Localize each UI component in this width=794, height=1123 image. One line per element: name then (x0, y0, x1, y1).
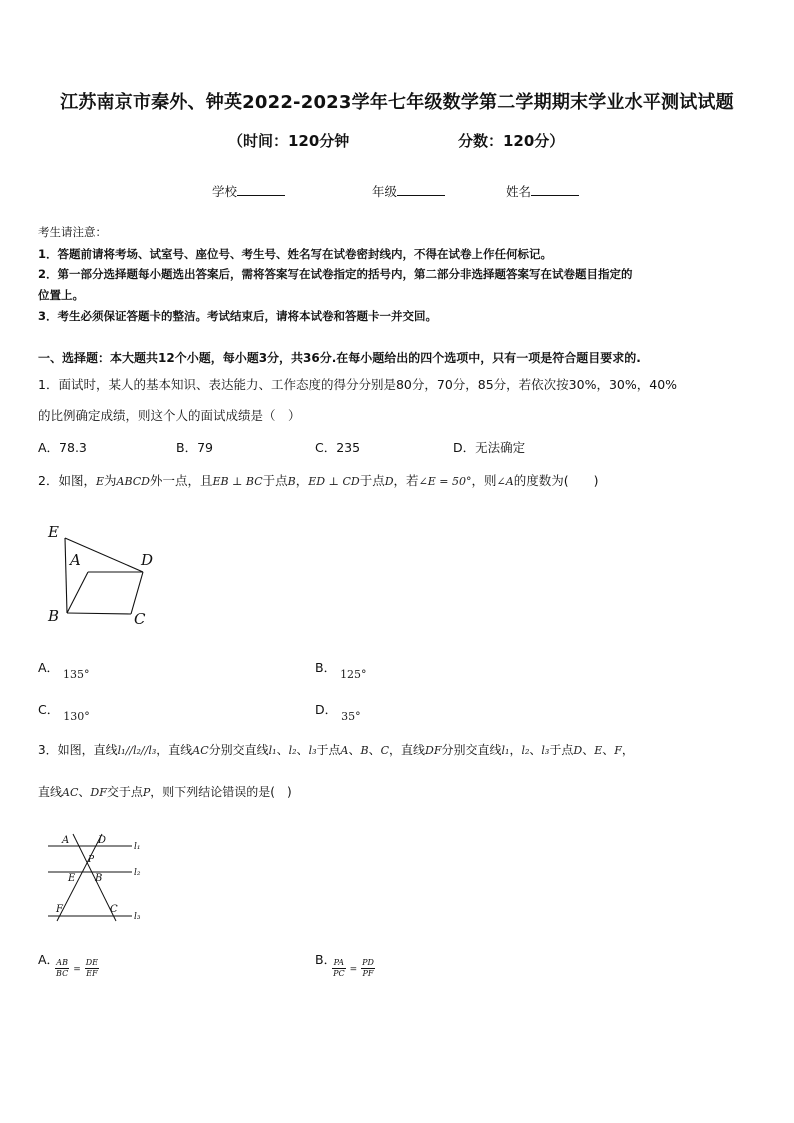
q3-option-b[interactable] (315, 950, 383, 978)
q3-label-c: C (110, 904, 118, 915)
q2-option-b-letter: B． (315, 660, 337, 675)
q3-l1-t6: 、 (276, 743, 289, 757)
q3-option-a-equals: = (73, 965, 81, 975)
q2-figure (40, 515, 170, 630)
q3-l1-t4: 分别交直线 (208, 743, 269, 757)
q2-t13: ∠E = 50° (418, 475, 472, 488)
q3-b-num1: PA (333, 958, 345, 967)
q3-l1-t20: ， (509, 743, 522, 757)
q3-l1-t11: A (340, 744, 349, 757)
q3-label-a: A (62, 835, 70, 846)
q2-edge-eb (65, 538, 67, 613)
q3-label-e: E (68, 873, 76, 884)
notice-item-3: 3．考生必须保证答题卡的整洁。考试结束后，请将本试卷和答题卡一并交回。 (38, 309, 437, 323)
q2-t14: ，则 (471, 473, 497, 488)
page-title: 江苏南京市秦外、钟英2022-2023学年七年级数学第二学期期末学业水平测试试题 (60, 92, 734, 113)
q2-label-a: A (70, 551, 81, 569)
q3-label-l3: l₃ (134, 912, 141, 922)
q3-a-num1: AB (56, 958, 68, 967)
q3-l2-t0: 直线 (38, 785, 63, 799)
q2-edge-ba (67, 572, 88, 613)
q1-text-line2: 的比例确定成绩，则这个人的面试成绩是（ ） (38, 408, 301, 423)
q2-t3: ABCD (116, 475, 150, 488)
q3-option-a-frac2 (85, 958, 99, 979)
q3-l1-t29: F (614, 744, 622, 757)
q3-option-b-letter: B． (315, 952, 337, 967)
section-heading: 一、选择题：本大题共12个小题，每小题3分，共36分.在每小题给出的四个选项中，只有一项是符合题目要求的. (38, 351, 641, 365)
q2-text (38, 471, 598, 489)
q3-option-b-frac2 (361, 958, 375, 979)
q3-label-l2: l₂ (134, 868, 141, 878)
q3-l1-t25: D (573, 744, 583, 757)
q3-l1-t16: ，直线 (389, 743, 426, 757)
q3-b-den2: PF (362, 969, 374, 978)
q1-option-c[interactable]: C．235 (315, 440, 361, 455)
q2-option-c-letter: C． (38, 702, 60, 717)
q3-l1-t5: l₁ (268, 744, 277, 757)
q3-a-num2: DE (85, 958, 98, 967)
q2-t16: 的度数为( ) (513, 473, 599, 488)
q3-label-f: F (56, 904, 63, 915)
q2-t2: 为 (103, 473, 117, 488)
q2-t7: B (287, 475, 296, 488)
q3-l1-t17: DF (425, 744, 442, 757)
q3-l1-t7: l₂ (288, 744, 297, 757)
q3-text-line2 (38, 783, 292, 800)
q3-a-den1: BC (56, 969, 69, 978)
q3-l1-t22: 、 (529, 743, 542, 757)
q2-label-b: B (48, 607, 60, 625)
q2-t8: ， (295, 473, 309, 488)
q1-option-a[interactable]: A．78.3 (38, 440, 87, 455)
school-field[interactable] (212, 182, 285, 200)
notice-heading: 考生请注意： (38, 225, 107, 239)
q2-t4: 外一点，且 (149, 473, 213, 488)
q3-l1-t18: 分别交直线 (441, 743, 502, 757)
q3-figure (40, 828, 150, 923)
q3-b-num2: PD (362, 958, 374, 967)
q2-option-a-value: 135° (63, 668, 90, 681)
q3-l2-t2: 、 (78, 785, 91, 799)
q2-t9: ED ⊥ CD (308, 475, 360, 488)
q3-l1-t14: 、 (368, 743, 381, 757)
notice-item-2: 2．第一部分选择题每小题选出答案后，需将答案写在试卷指定的括号内，第二部分非选择题答案写在试卷题目指定的 (38, 267, 633, 281)
q2-option-c-value: 130° (63, 710, 90, 723)
q2-option-b[interactable] (315, 658, 367, 681)
q3-option-a-frac1 (55, 958, 69, 979)
q2-option-a[interactable] (38, 658, 90, 681)
q3-l1-t30: ， (621, 743, 634, 757)
q3-l1-t26: 、 (582, 743, 595, 757)
q3-l1-t8: 、 (296, 743, 309, 757)
school-blank[interactable] (237, 183, 285, 196)
q3-option-b-frac1 (332, 958, 346, 979)
q3-text-line1 (38, 741, 634, 758)
q1-option-b[interactable]: B．79 (176, 440, 213, 455)
q3-l1-t24: 于点 (549, 743, 574, 757)
q2-t11: D (384, 475, 394, 488)
q2-option-d-value: 35° (341, 710, 361, 723)
q3-option-a-letter: A． (38, 952, 60, 967)
school-label: 学校 (212, 184, 238, 199)
q3-l2-t6: ，则下列结论错误的是( ) (150, 785, 292, 799)
q3-l1-t1: l₁//l₂//l₃ (117, 744, 157, 757)
q3-l1-t23: l₃ (541, 744, 550, 757)
q3-l2-t3: DF (90, 786, 107, 799)
q3-l2-t5: P (142, 786, 151, 799)
q3-l1-t27: E (594, 744, 603, 757)
q2-label-e: E (48, 523, 59, 541)
grade-field[interactable] (372, 182, 445, 200)
q2-edge-dc (131, 572, 143, 614)
q3-l1-t2: ，直线 (156, 743, 193, 757)
name-blank[interactable] (531, 183, 579, 196)
q3-label-d: D (98, 835, 107, 846)
q3-label-l1: l₁ (134, 842, 141, 852)
q3-l1-t9: l₃ (308, 744, 317, 757)
q1-text-line1: 1．面试时，某人的基本知识、表达能力、工作态度的得分分别是80分，70分，85分，若依次按30%，30%，40% (38, 377, 678, 392)
q3-l1-t13: B (360, 744, 369, 757)
q3-a-den2: EF (86, 969, 98, 978)
q3-l1-t15: C (380, 744, 390, 757)
q1-option-d[interactable]: D．无法确定 (453, 440, 526, 455)
q3-l1-t12: 、 (348, 743, 361, 757)
q3-label-p: P (88, 855, 95, 865)
notice-item-2-cont: 位置上。 (38, 288, 84, 302)
grade-blank[interactable] (397, 183, 445, 196)
q3-option-b-equals: = (349, 965, 358, 975)
name-label: 姓名 (506, 184, 532, 199)
q3-option-a[interactable] (38, 950, 107, 978)
q2-t1: E (95, 475, 104, 488)
q3-l1-t21: l₂ (521, 744, 530, 757)
q3-l1-t3: AC (192, 744, 209, 757)
q2-t12: ，若 (393, 473, 419, 488)
q2-label-c: C (134, 610, 146, 628)
q3-l1-t10: 于点 (316, 743, 341, 757)
q2-option-a-letter: A． (38, 660, 60, 675)
q2-t0: 2．如图， (38, 473, 96, 488)
exam-time: （时间：120分钟 (228, 132, 350, 150)
q2-edge-bc (67, 613, 131, 614)
q3-l1-t19: l₁ (501, 744, 510, 757)
q2-t10: 于点 (359, 473, 385, 488)
q2-option-d[interactable] (315, 700, 361, 723)
q2-label-d: D (141, 551, 154, 569)
q2-t6: 于点 (262, 473, 288, 488)
q3-l1-t0: 3．如图，直线 (38, 743, 118, 757)
q2-option-d-letter: D． (315, 702, 338, 717)
q3-l2-t1: AC (62, 786, 79, 799)
exam-score: 分数：120分） (458, 132, 565, 150)
q2-t15: ∠A (496, 475, 514, 488)
q2-option-c[interactable] (38, 700, 90, 723)
q2-t5: EB ⊥ BC (212, 475, 263, 488)
q3-b-den1: PC (333, 969, 345, 978)
q3-label-b: B (95, 873, 103, 884)
notice-item-1: 1．答题前请将考场、试室号、座位号、考生号、姓名写在试卷密封线内，不得在试卷上作任何标记。 (38, 247, 552, 261)
q2-option-b-value: 125° (340, 668, 367, 681)
q3-l2-t4: 交于点 (106, 785, 143, 799)
name-field[interactable] (506, 182, 579, 200)
q3-l1-t28: 、 (602, 743, 615, 757)
grade-label: 年级 (372, 184, 398, 199)
